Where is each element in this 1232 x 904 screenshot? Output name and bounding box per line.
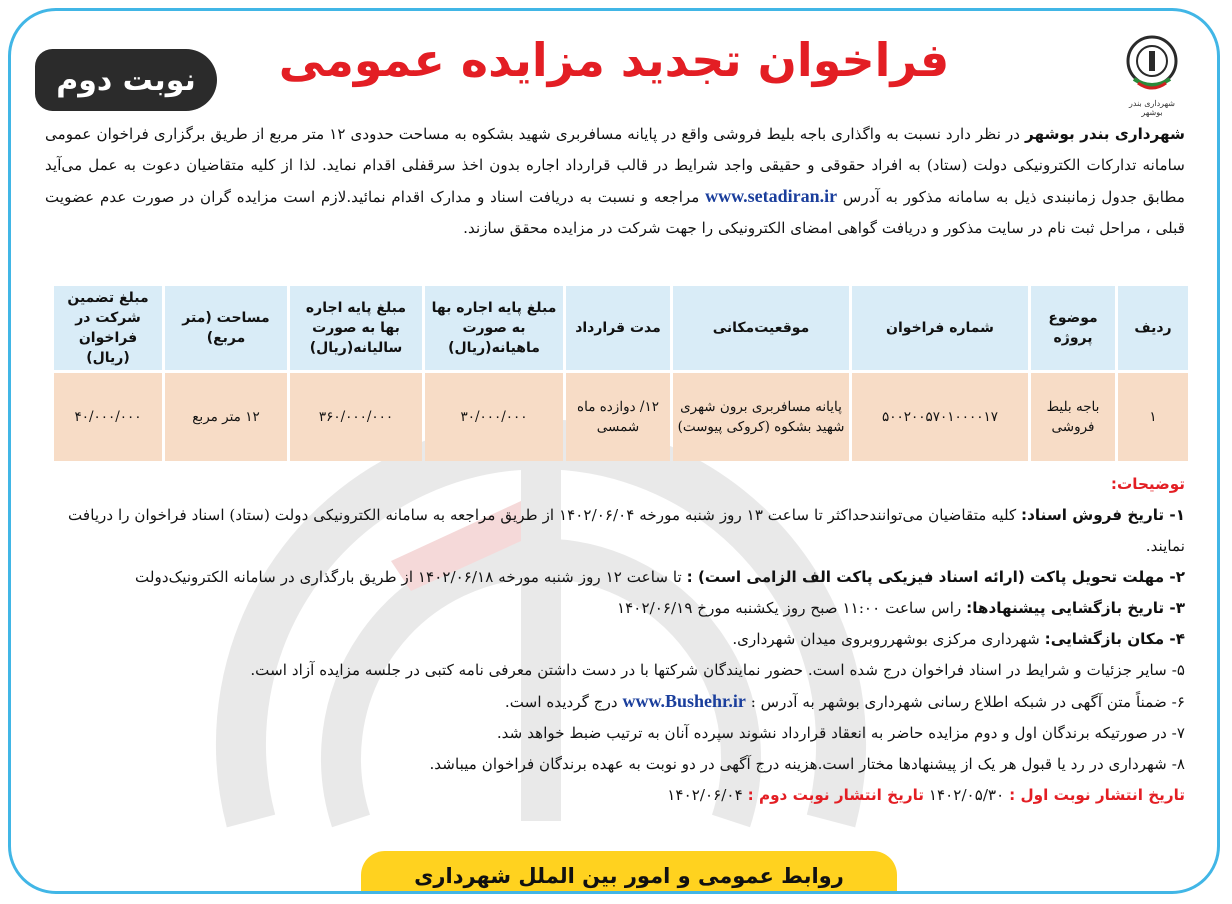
note-text: شهرداری مرکزی بوشهرروبروی میدان شهرداری.	[732, 630, 1045, 648]
col-header: موضوع پروژه	[1031, 286, 1115, 370]
table-cell: ۴۰/۰۰۰/۰۰۰	[54, 373, 162, 461]
table-cell: ۱۲/ دوازده ماه شمسی	[566, 373, 670, 461]
pub2-label: تاریخ انتشار نوبت دوم :	[747, 786, 924, 804]
auction-table	[51, 283, 1191, 464]
note-7: ۷- در صورتیکه برندگان اول و دوم مزایده حاضر به انعقاد قرارداد نشوند سپرده آنان به ترتیب ضبط خواهد شد.	[496, 724, 1185, 742]
note-label: ۲- مهلت تحویل پاکت (ارائه اسناد فیزیکی پاکت الف الزامی است) :	[686, 568, 1185, 586]
intro-text-a: در نظر دارد نسبت به واگذاری باجه بلیط فروشی واقع در پایانه مسافربری شهید بشکوه به مساحت حدودی ۱۲ متر مربع از طریق برگزاری فراخوان عمومی سامانه تدارکات الکترونیکی دولت (ستاد) به افراد حقوقی و حقیقی واجد شرایط در قالب قرارداد اجاره بدون اخذ سرقفلی اقدام نماید. لذا از کلیه متقاضیان دعوت به عمل می‌آید مطابق جدول زمانبندی ذیل به سامانه مذکور به آدرس	[45, 125, 1185, 206]
note-4	[45, 624, 1185, 655]
pub2-date: ۱۴۰۲/۰۶/۰۴	[667, 786, 748, 804]
note-label: ۴- مکان بازگشایی:	[1044, 630, 1185, 648]
col-header: ردیف	[1118, 286, 1188, 370]
ad-frame	[8, 8, 1220, 894]
col-header: مدت قرارداد	[566, 286, 670, 370]
col-header: موقعیت‌مکانی	[673, 286, 849, 370]
table-cell: پایانه مسافربری برون شهری شهید بشکوه (کروکی پیوست)	[673, 373, 849, 461]
note-1	[45, 500, 1185, 562]
note-2	[45, 562, 1185, 593]
footer-banner: روابط عمومی و امور بین الملل شهرداری	[361, 851, 897, 894]
note-text: درج گردیده است.	[504, 693, 623, 711]
setad-link[interactable]: www.setadiran.ir	[705, 186, 838, 206]
col-header: مساحت (متر مربع)	[165, 286, 287, 370]
org-name: شهرداری بندر بوشهر	[1025, 125, 1185, 143]
bushehr-link[interactable]: www.Bushehr.ir	[622, 691, 746, 711]
table-cell: باجه بلیط فروشی	[1031, 373, 1115, 461]
logo-caption: شهرداری بندر بوشهر	[1129, 99, 1175, 117]
note-3	[45, 593, 1185, 624]
note-6	[45, 686, 1185, 718]
table-row	[54, 373, 1188, 461]
table-cell: ۱۲ متر مربع	[165, 373, 287, 461]
col-header: شماره فراخوان	[852, 286, 1028, 370]
note-text: راس ساعت ۱۱:۰۰ صبح روز یکشنبه مورخ ۱۴۰۲/۰۶/۱۹	[616, 599, 967, 617]
note-text: تا ساعت ۱۲ روز شنبه مورخه ۱۴۰۲/۰۶/۱۸ از طریق بارگذاری در سامانه الکترونیک‌دولت	[135, 568, 687, 586]
col-header: مبلغ پایه اجاره بها به صورت ماهیانه(ریال)	[425, 286, 563, 370]
pub1-date: ۱۴۰۲/۰۵/۳۰	[923, 786, 1010, 804]
note-text: ۶- ضمناً متن آگهی در شبکه اطلاع رسانی شهرداری بوشهر به آدرس :	[745, 693, 1185, 711]
table-cell: ۳۶۰/۰۰۰/۰۰۰	[290, 373, 422, 461]
pub1-label: تاریخ انتشار نوبت اول :	[1009, 786, 1185, 804]
intro-paragraph	[45, 119, 1185, 244]
col-header: مبلغ تضمین شرکت در فراخوان (ریال)	[54, 286, 162, 370]
note-5: ۵- سایر جزئیات و شرایط در اسناد فراخوان درج شده است. حضور نمایندگان شرکتها با در دست داشتن معرفی نامه کتبی در جلسه مزایده آزاد است.	[250, 661, 1185, 679]
notes-section	[45, 469, 1185, 811]
intro-text-b: مراجعه و نسبت به دریافت اسناد و مدارک اقدام نمائید.لازم است مزایده گران در صورت عدم عضویت قبلی ، مراحل ثبت نام در سایت مذکور و دریافت گواهی امضای الکترونیکی را جهت شرکت در مزایده محقق سازند.	[45, 188, 1185, 237]
round-badge: نوبت دوم	[35, 49, 217, 111]
notes-heading: توضیحات:	[1110, 475, 1185, 493]
note-label: ۱- تاریخ فروش اسناد:	[1021, 506, 1185, 524]
note-text: کلیه متقاضیان می‌توانندحداکثر تا ساعت ۱۳ روز شنبه مورخه ۱۴۰۲/۰۶/۰۴ از طریق مراجعه به سامانه الکترونیکی دولت (ستاد) اسناد فراخوان را دریافت نمایند.	[68, 506, 1185, 555]
table-cell: ۱	[1118, 373, 1188, 461]
col-header: مبلغ پایه اجاره بها به صورت سالیانه(ریال)	[290, 286, 422, 370]
note-8: ۸- شهرداری در رد یا قبول هر یک از پیشنهادها مختار است.هزینه درج آگهی در دو نوبت به عهده برندگان فراخوان میباشد.	[429, 755, 1185, 773]
table-cell: ۳۰/۰۰۰/۰۰۰	[425, 373, 563, 461]
table-header-row	[54, 286, 1188, 370]
note-label: ۳- تاریخ بازگشایی پیشنهادها:	[966, 599, 1185, 617]
table-cell: ۵۰۰۲۰۰۵۷۰۱۰۰۰۰۱۷	[852, 373, 1028, 461]
publish-dates	[45, 780, 1185, 811]
page-title: فراخوان تجدید مزایده عمومی	[278, 33, 950, 87]
